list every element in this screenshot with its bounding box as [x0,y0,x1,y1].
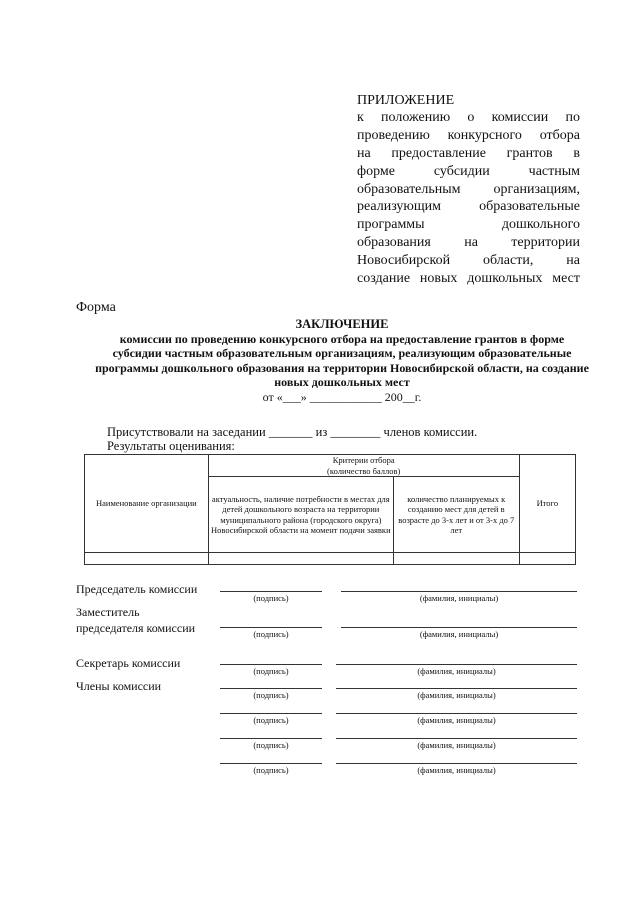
criteria-table [84,454,576,565]
appendix-line: образования на территории [357,235,580,251]
secretary-label: Секретарь комиссии [76,656,181,670]
name-caption: (фамилия, инициалы) [419,629,499,639]
name-caption: (фамилия, инициалы) [417,740,496,750]
signature-caption: (подпись) [253,690,289,700]
appendix-block [357,92,580,288]
table-cell[interactable] [393,553,519,565]
signature-caption: (подпись) [253,740,289,750]
conclusion-subtitle-line: программы дошкольного образования на территории Новосибирской области, на создание [95,360,589,375]
appendix-line: проведению конкурсного отбора [357,127,580,143]
name-caption: (фамилия, инициалы) [417,765,496,775]
results-label: Результаты оценивания: [107,439,235,453]
member-signature-line[interactable] [220,763,322,764]
chairman-signature-line[interactable] [220,591,322,592]
deputy-label-line1: Заместитель [76,605,140,619]
table-cell[interactable] [208,553,393,565]
secretary-signature-line[interactable] [220,664,322,665]
table-cell[interactable] [519,553,575,565]
conclusion-title: ЗАКЛЮЧЕНИЕ [295,317,389,331]
conclusion-subtitle-line: новых дошкольных мест [274,375,410,389]
name-caption: (фамилия, инициалы) [417,715,496,725]
form-label: Форма [76,300,116,315]
criteria-header-subtitle: (количество баллов) [327,465,401,476]
members-label: Члены комиссии [76,679,162,693]
table-row [85,553,576,565]
deputy-signature-line[interactable] [220,627,322,628]
chairman-label: Председатель комиссии [76,582,198,596]
conclusion-heading [72,317,612,404]
criterion-places-count: количество планируемых к созданию мест для детей в возрасте до 3-х лет и от 3-х до 7 лет [393,477,519,553]
chairman-name-line[interactable] [341,591,577,592]
appendix-line: на предоставление грантов в [357,145,580,161]
deputy-name-line[interactable] [341,627,577,628]
table-cell[interactable] [85,553,209,565]
org-name-header: Наименование организации [85,455,209,553]
criteria-header-title: Критерии отбора [332,455,395,465]
signature-caption: (подпись) [253,666,289,676]
secretary-name-line[interactable] [336,664,577,665]
signature-caption: (подпись) [253,629,289,639]
attendance-line: Присутствовали на заседании _______ из ________ членов комиссии. [107,425,478,439]
member-signature-line[interactable] [220,688,322,689]
member-name-line[interactable] [336,763,577,764]
conclusion-date: от «___» ____________ 200__г. [262,389,422,404]
criterion-relevance: актуальность, наличие потребности в местах для детей дошкольного возраста на территории муниципального района (городского округа) Новосибирской области на момент подачи заявки [208,477,393,553]
appendix-line: реализующим образовательные [357,199,580,215]
appendix-line: программы дошкольного [357,217,580,233]
member-signature-line[interactable] [220,738,322,739]
member-name-line[interactable] [336,713,577,714]
name-caption: (фамилия, инициалы) [417,690,496,700]
criteria-header [208,455,519,477]
member-name-line[interactable] [336,688,577,689]
member-name-line[interactable] [336,738,577,739]
conclusion-subtitle-line: субсидии частным образовательным организациям, реализующим образовательные [112,346,572,360]
signature-caption: (подпись) [253,593,289,603]
appendix-line: к положению о комиссии по [357,110,580,125]
conclusion-subtitle-line: комиссии по проведению конкурсного отбора на предоставление грантов в форме [119,331,565,346]
appendix-line: образовательным организациям, [357,181,580,197]
total-header: Итого [519,455,575,553]
deputy-label-line2: председателя комиссии [76,621,196,635]
appendix-line: форме субсидии частным [357,163,580,179]
member-signature-line[interactable] [220,713,322,714]
appendix-title: ПРИЛОЖЕНИЕ [357,93,455,108]
name-caption: (фамилия, инициалы) [417,666,496,676]
appendix-line: Новосибирской области, на [357,253,580,269]
appendix-line: создание новых дошкольных мест [357,271,580,287]
signature-caption: (подпись) [253,715,289,725]
name-caption: (фамилия, инициалы) [419,593,499,603]
table-header-row [85,455,576,477]
signature-caption: (подпись) [253,765,289,775]
